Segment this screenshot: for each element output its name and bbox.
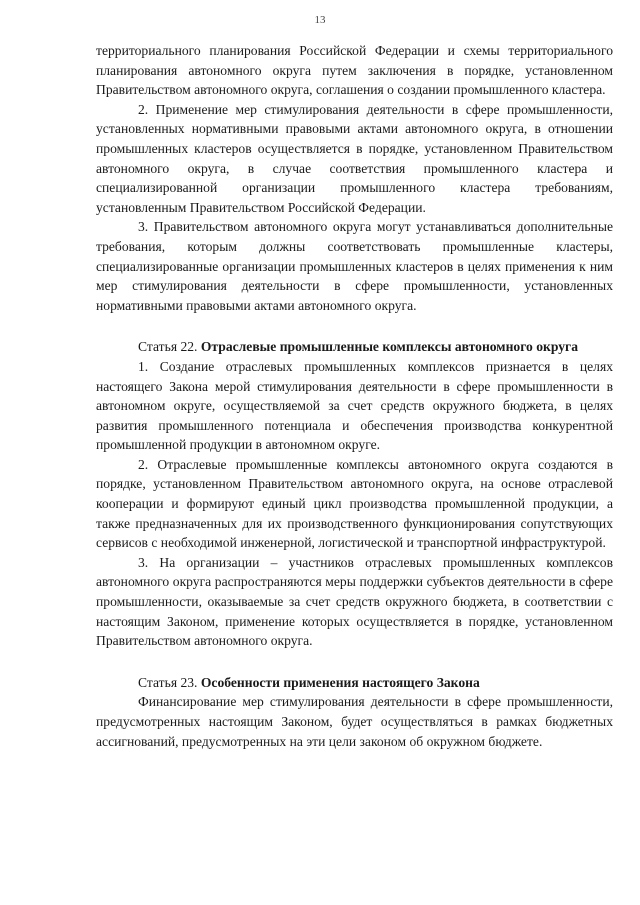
article-22-paragraph-3: 3. На организации – участников отраслевых промышленных комплексов автономного округа распространяются меры поддержки субъектов деятельности в сфере промышленности, оказываемые за счет средств окружного бюджета, в соответствии с настоящим Законом, применение которых осуществляется в порядке, установленном Правительством автономного округа. — [96, 554, 613, 649]
paragraph-continuation: территориального планирования Российской Федерации и схемы территориального планирования автономного округа путем заключения в порядке, установленном Правительством автономного округа, соглашения о создании промышленного кластера. — [96, 43, 613, 98]
document-body — [96, 41, 613, 751]
article-23-number: Статья 23. — [138, 674, 201, 690]
page-number: 13 — [314, 14, 326, 26]
paragraph-item-2: 2. Применение мер стимулирования деятельности в сфере промышленности, установленных нормативными правовыми актами автономного округа, в отношении промышленных кластеров осуществляется в порядке, установленном Правительством автономного округа, в случае соответствия промышленного кластера и специализированной организации промышленного кластера требованиям, установленным Правительством Российской Федерации. — [96, 101, 613, 215]
paragraph-item-3: 3. Правительством автономного округа могут устанавливаться дополнительные требования, которым должны соответствовать промышленные кластеры, специализированные организации промышленных кластеров в целях применения к ним мер стимулирования деятельности в сфере промышленности, установленных нормативными правовыми актами автономного округа. — [96, 219, 613, 313]
article-22-number: Статья 22. — [138, 339, 201, 355]
article-23-heading — [96, 673, 613, 693]
article-23-paragraph-1: Финансирование мер стимулирования деятельности в сфере промышленности, предусмотренных настоящим Законом, будет осуществляться в рамках бюджетных ассигнований, предусмотренных на эти цели законом об окружном бюджете. — [96, 694, 613, 749]
article-22-paragraph-2: 2. Отраслевые промышленные комплексы автономного округа создаются в порядке, установленном Правительством автономного округа, на основе отраслевой кооперации и формируют единый цикл производства промышленной продукции, а также предназначенных для их производственного функционирования сопутствующих сервисов с необходимой инженерной, логистической и транспортной инфраструктурой. — [96, 456, 613, 551]
article-22-paragraph-1: 1. Создание отраслевых промышленных комплексов признается в целях настоящего Закона мерой стимулирования деятельности в сфере промышленности в автономном округе, осуществляемой за счет средств окружного бюджета, в целях развития промышленного потенциала и обеспечения производства конкурентной промышленной продукции в автономном округе. — [96, 358, 613, 453]
article-23-title: Особенности применения настоящего Закона — [200, 674, 480, 690]
article-22-title: Отраслевые промышленные комплексы автономного округа — [200, 339, 579, 355]
article-22-heading — [96, 337, 613, 357]
